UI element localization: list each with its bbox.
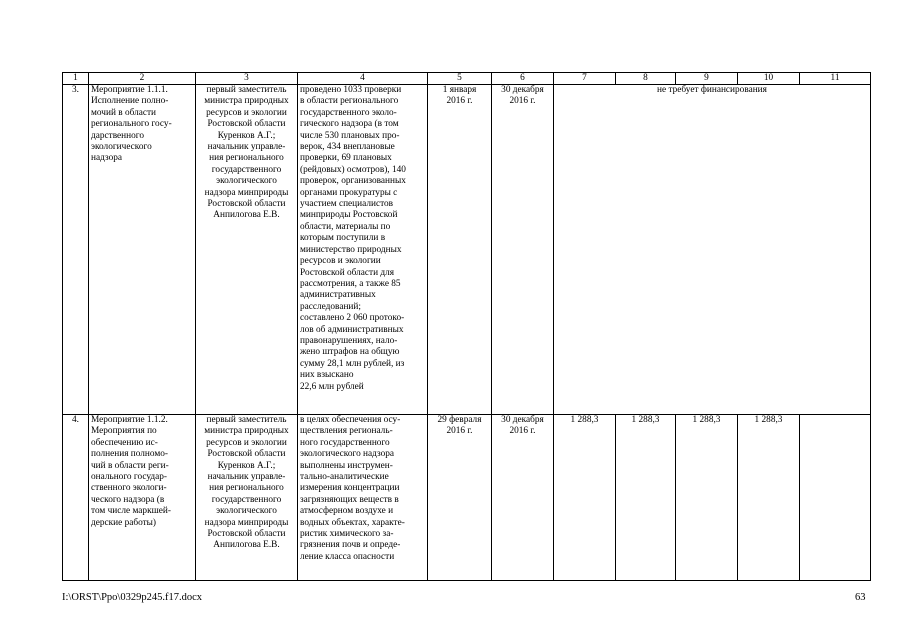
event-name-cell — [89, 415, 196, 581]
end-date-line: 30 декабря — [501, 415, 544, 425]
responsible-line: министра природных — [204, 426, 289, 437]
column-number: 4 — [298, 73, 428, 85]
event-name-line: обеспечению ис- — [91, 437, 158, 448]
result-line: которым поступили в — [300, 233, 386, 244]
result-line: лов об административных — [300, 324, 404, 335]
event-name-line: онального государ- — [91, 472, 168, 483]
result-cell — [298, 415, 428, 581]
result-line: проведено 1033 проверки — [300, 85, 402, 95]
responsible-line: государственного — [211, 164, 282, 175]
result-line: ществления региональ- — [300, 426, 393, 437]
row-number: 3. — [63, 85, 89, 415]
event-name-line: полнения полномо- — [91, 449, 169, 460]
result-line: жено штрафов на общую — [300, 347, 400, 358]
result-line: рассмотрения, а также 85 — [300, 278, 401, 289]
result-line: государственного эколо- — [300, 107, 397, 118]
column-number: 2 — [89, 73, 196, 85]
column-number: 11 — [800, 73, 871, 85]
result-line: измерения концентрации — [300, 483, 400, 494]
column-number: 1 — [63, 73, 89, 85]
table-row — [63, 85, 871, 415]
column-number: 3 — [196, 73, 298, 85]
result-line: в целях обеспечения осу- — [300, 415, 401, 425]
result-line: ление класса опасности — [300, 551, 395, 562]
event-name-line: экологического — [91, 142, 152, 153]
result-line: министерство природных — [300, 244, 402, 255]
responsible-line: первый заместитель — [206, 415, 287, 425]
start-date-line: 2016 г. — [446, 96, 473, 107]
responsible-line: экологического — [216, 176, 277, 187]
column-number: 10 — [738, 73, 800, 85]
funding-col9-cell: 1 288,3 — [676, 415, 738, 581]
result-line: загрязняющих веществ в — [300, 494, 399, 505]
event-name-cell — [89, 85, 196, 415]
result-line: участием специалистов — [300, 199, 394, 210]
end-date-line: 2016 г. — [509, 96, 536, 107]
event-name-line: Мероприятие 1.1.2. — [91, 415, 168, 425]
result-line: них взыскано — [300, 370, 354, 381]
event-name-line: дерские работы) — [91, 517, 157, 528]
result-line: 22,6 млн рублей — [300, 381, 364, 392]
column-number: 8 — [616, 73, 676, 85]
column-number: 6 — [492, 73, 554, 85]
event-name-line: регионального госу- — [91, 119, 172, 130]
event-name-line: ческого надзора (в — [91, 494, 165, 505]
column-number: 9 — [676, 73, 738, 85]
event-name-line: надзора — [91, 153, 122, 164]
result-line: Ростовской области для — [300, 267, 395, 278]
responsible-line: Ростовской области — [207, 119, 286, 130]
end-date-line: 30 декабря — [501, 85, 544, 95]
responsible-line: первый заместитель — [206, 85, 287, 95]
events-table — [62, 72, 871, 581]
event-name-line: дарственного — [91, 130, 144, 141]
result-line: проверок, организованных — [300, 176, 406, 187]
funding-total-cell: 1 288,3 — [554, 415, 616, 581]
start-date-line: 1 января — [442, 85, 477, 95]
result-line: ресурсов и экологии — [300, 256, 381, 267]
result-line: верок, 434 внеплановые — [300, 142, 395, 153]
responsible-line: начальник управле- — [207, 142, 286, 153]
result-line: гического надзора (в том — [300, 119, 399, 130]
event-name-line: мочий в области — [91, 107, 157, 118]
event-name-line: Исполнение полно- — [91, 96, 169, 107]
funding-col11-cell — [800, 415, 871, 581]
responsible-line: ния регионального — [209, 153, 284, 164]
column-number: 5 — [428, 73, 492, 85]
result-line: минприроды Ростовской — [300, 210, 398, 221]
start-date-cell — [428, 415, 492, 581]
responsible-line: ресурсов и экологии — [206, 107, 287, 118]
start-date-cell — [428, 85, 492, 415]
funding-note: не требует финансирования — [554, 85, 871, 415]
result-line: области, материалы по — [300, 221, 391, 232]
responsible-line: Куренков А.Г.; — [217, 130, 276, 141]
funding-col10-cell: 1 288,3 — [738, 415, 800, 581]
result-line: тально-аналитические — [300, 472, 389, 483]
row-number: 4. — [63, 415, 89, 581]
responsible-cell — [196, 415, 298, 581]
responsible-line: Ростовской области — [207, 199, 286, 210]
result-line: (рейдовых) осмотров), 140 — [300, 164, 406, 175]
result-line: ного государственного — [300, 437, 390, 448]
responsible-line: начальник управле- — [207, 472, 286, 483]
result-line: административных — [300, 290, 376, 301]
responsible-line: Ростовской области — [207, 529, 286, 540]
funding-col8-cell: 1 288,3 — [616, 415, 676, 581]
event-name-line: ственного экологи- — [91, 483, 167, 494]
end-date-cell — [492, 85, 554, 415]
page-number: 63 — [855, 592, 866, 603]
responsible-line: ния регионального — [209, 483, 284, 494]
result-line: водных объектах, характе- — [300, 517, 405, 528]
column-number: 7 — [554, 73, 616, 85]
result-line: числе 530 плановых про- — [300, 130, 400, 141]
event-name-line: чий в области реги- — [91, 460, 169, 471]
result-line: составлено 2 060 протоко- — [300, 313, 405, 324]
end-date-line: 2016 г. — [509, 426, 536, 437]
result-line: органами прокуратуры с — [300, 187, 398, 198]
document-path: I:\ORST\Ppo\0329p245.f17.docx — [62, 592, 203, 603]
result-line: проверки, 69 плановых — [300, 153, 392, 164]
responsible-cell — [196, 85, 298, 415]
result-line: экологического надзора — [300, 449, 395, 460]
responsible-line: Анпилогова Е.В. — [213, 540, 280, 551]
responsible-line: ресурсов и экологии — [206, 437, 287, 448]
responsible-line: министра природных — [204, 96, 289, 107]
responsible-line: надзора минприроды — [204, 187, 289, 198]
result-cell — [298, 85, 428, 415]
responsible-line: экологического — [216, 506, 277, 517]
responsible-line: Куренков А.Г.; — [217, 460, 276, 471]
event-name-line: Мероприятие 1.1.1. — [91, 85, 168, 95]
column-number-row — [63, 73, 871, 85]
result-line: расследований; — [300, 301, 361, 312]
table-row — [63, 415, 871, 581]
responsible-line: Ростовской области — [207, 449, 286, 460]
result-line: в области регионального — [300, 96, 399, 107]
result-line: сумму 28,1 млн рублей, из — [300, 358, 405, 369]
event-name-line: том числе маркшей- — [91, 506, 171, 517]
start-date-line: 29 февраля — [437, 415, 482, 425]
result-line: атмосферном воздухе и — [300, 506, 394, 517]
responsible-line: государственного — [211, 494, 282, 505]
result-line: грязнения почв и опреде- — [300, 540, 401, 551]
end-date-cell — [492, 415, 554, 581]
responsible-line: надзора минприроды — [204, 517, 289, 528]
result-line: правонарушениях, нало- — [300, 335, 398, 346]
result-line: выполнены инструмен- — [300, 460, 393, 471]
start-date-line: 2016 г. — [446, 426, 473, 437]
result-line: ристик химического за- — [300, 529, 394, 540]
responsible-line: Анпилогова Е.В. — [213, 210, 280, 221]
event-name-line: Мероприятия по — [91, 426, 157, 437]
